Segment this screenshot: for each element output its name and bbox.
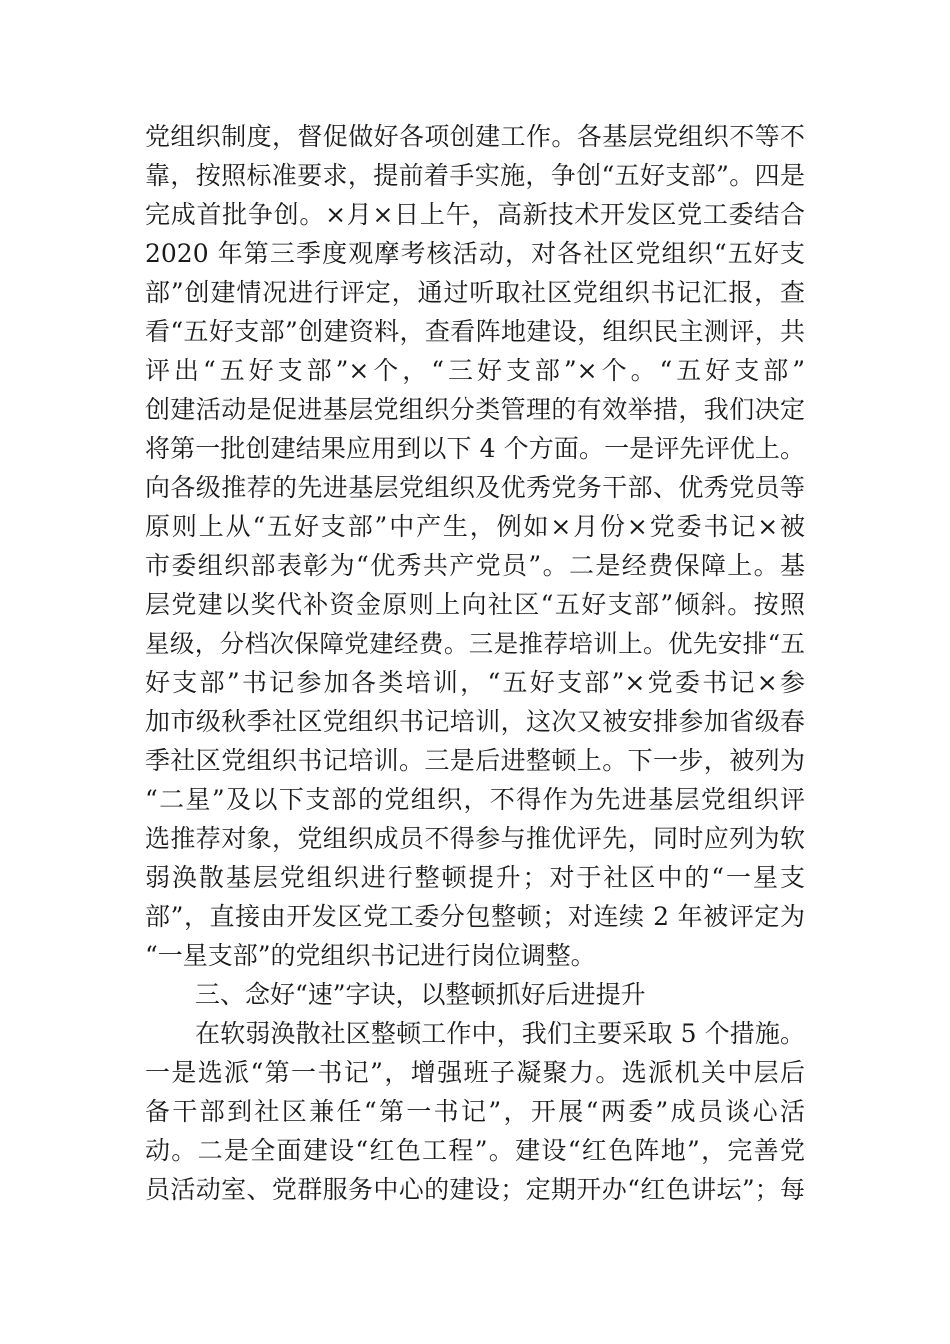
body-line: 好支部”书记参加各类培训，“五好支部”×党委书记×参: [145, 668, 805, 697]
body-line: 备干部到社区兼任“第一书记”，开展“两委”成员谈心活: [145, 1097, 805, 1126]
body-line: “二星”及以下支部的党组织，不得作为先进基层党组织评: [145, 785, 805, 814]
body-line: 评出“五好支部”×个，“三好支部”×个。“五好支部”: [145, 356, 805, 385]
body-line: 星级，分档次保障党建经费。三是推荐培训上。优先安排“五: [145, 629, 805, 658]
body-line: 员活动室、党群服务中心的建设；定期开办“红色讲坛”；每: [145, 1175, 805, 1204]
section-heading: 三、念好“速”字诀，以整顿抓好后进提升: [195, 980, 646, 1009]
body-line: 弱涣散基层党组织进行整顿提升；对于社区中的“一星支: [145, 863, 805, 892]
body-line: 在软弱涣散社区整顿工作中，我们主要采取 5 个措施。: [195, 1019, 805, 1048]
body-line: 向各级推荐的先进基层党组织及优秀党务干部、优秀党员等: [145, 473, 805, 502]
body-line: 原则上从“五好支部”中产生，例如×月份×党委书记×被: [145, 512, 805, 541]
body-line: 将第一批创建结果应用到以下 4 个方面。一是评先评优上。: [145, 434, 805, 463]
body-line: 2020 年第三季度观摩考核活动，对各社区党组织“五好支: [145, 239, 805, 268]
body-line: 看“五好支部”创建资料，查看阵地建设，组织民主测评，共: [145, 317, 805, 346]
body-line: 选推荐对象，党组织成员不得参与推优评先，同时应列为软: [145, 824, 805, 853]
body-line: 部”创建情况进行评定，通过听取社区党组织书记汇报，查: [145, 278, 805, 307]
body-line: 市委组织部表彰为“优秀共产党员”。二是经费保障上。基: [145, 551, 805, 580]
body-line: 动。二是全面建设“红色工程”。建设“红色阵地”，完善党: [145, 1136, 805, 1165]
body-line: “一星支部”的党组织书记进行岗位调整。: [145, 941, 596, 970]
body-line: 创建活动是促进基层党组织分类管理的有效举措，我们决定: [145, 395, 805, 424]
body-line: 层党建以奖代补资金原则上向社区“五好支部”倾斜。按照: [145, 590, 805, 619]
body-line: 完成首批争创。×月×日上午，高新技术开发区党工委结合: [145, 200, 805, 229]
body-line: 部”，直接由开发区党工委分包整顿；对连续 2 年被评定为: [145, 902, 805, 931]
body-line: 一是选派“第一书记”，增强班子凝聚力。选派机关中层后: [145, 1058, 805, 1087]
body-line: 党组织制度，督促做好各项创建工作。各基层党组织不等不: [145, 122, 805, 151]
document-body: [145, 117, 805, 1209]
body-line: 季社区党组织书记培训。三是后进整顿上。下一步，被列为: [145, 746, 805, 775]
body-line: 靠，按照标准要求，提前着手实施，争创“五好支部”。四是: [145, 161, 805, 190]
body-line: 加市级秋季社区党组织书记培训，这次又被安排参加省级春: [145, 707, 805, 736]
